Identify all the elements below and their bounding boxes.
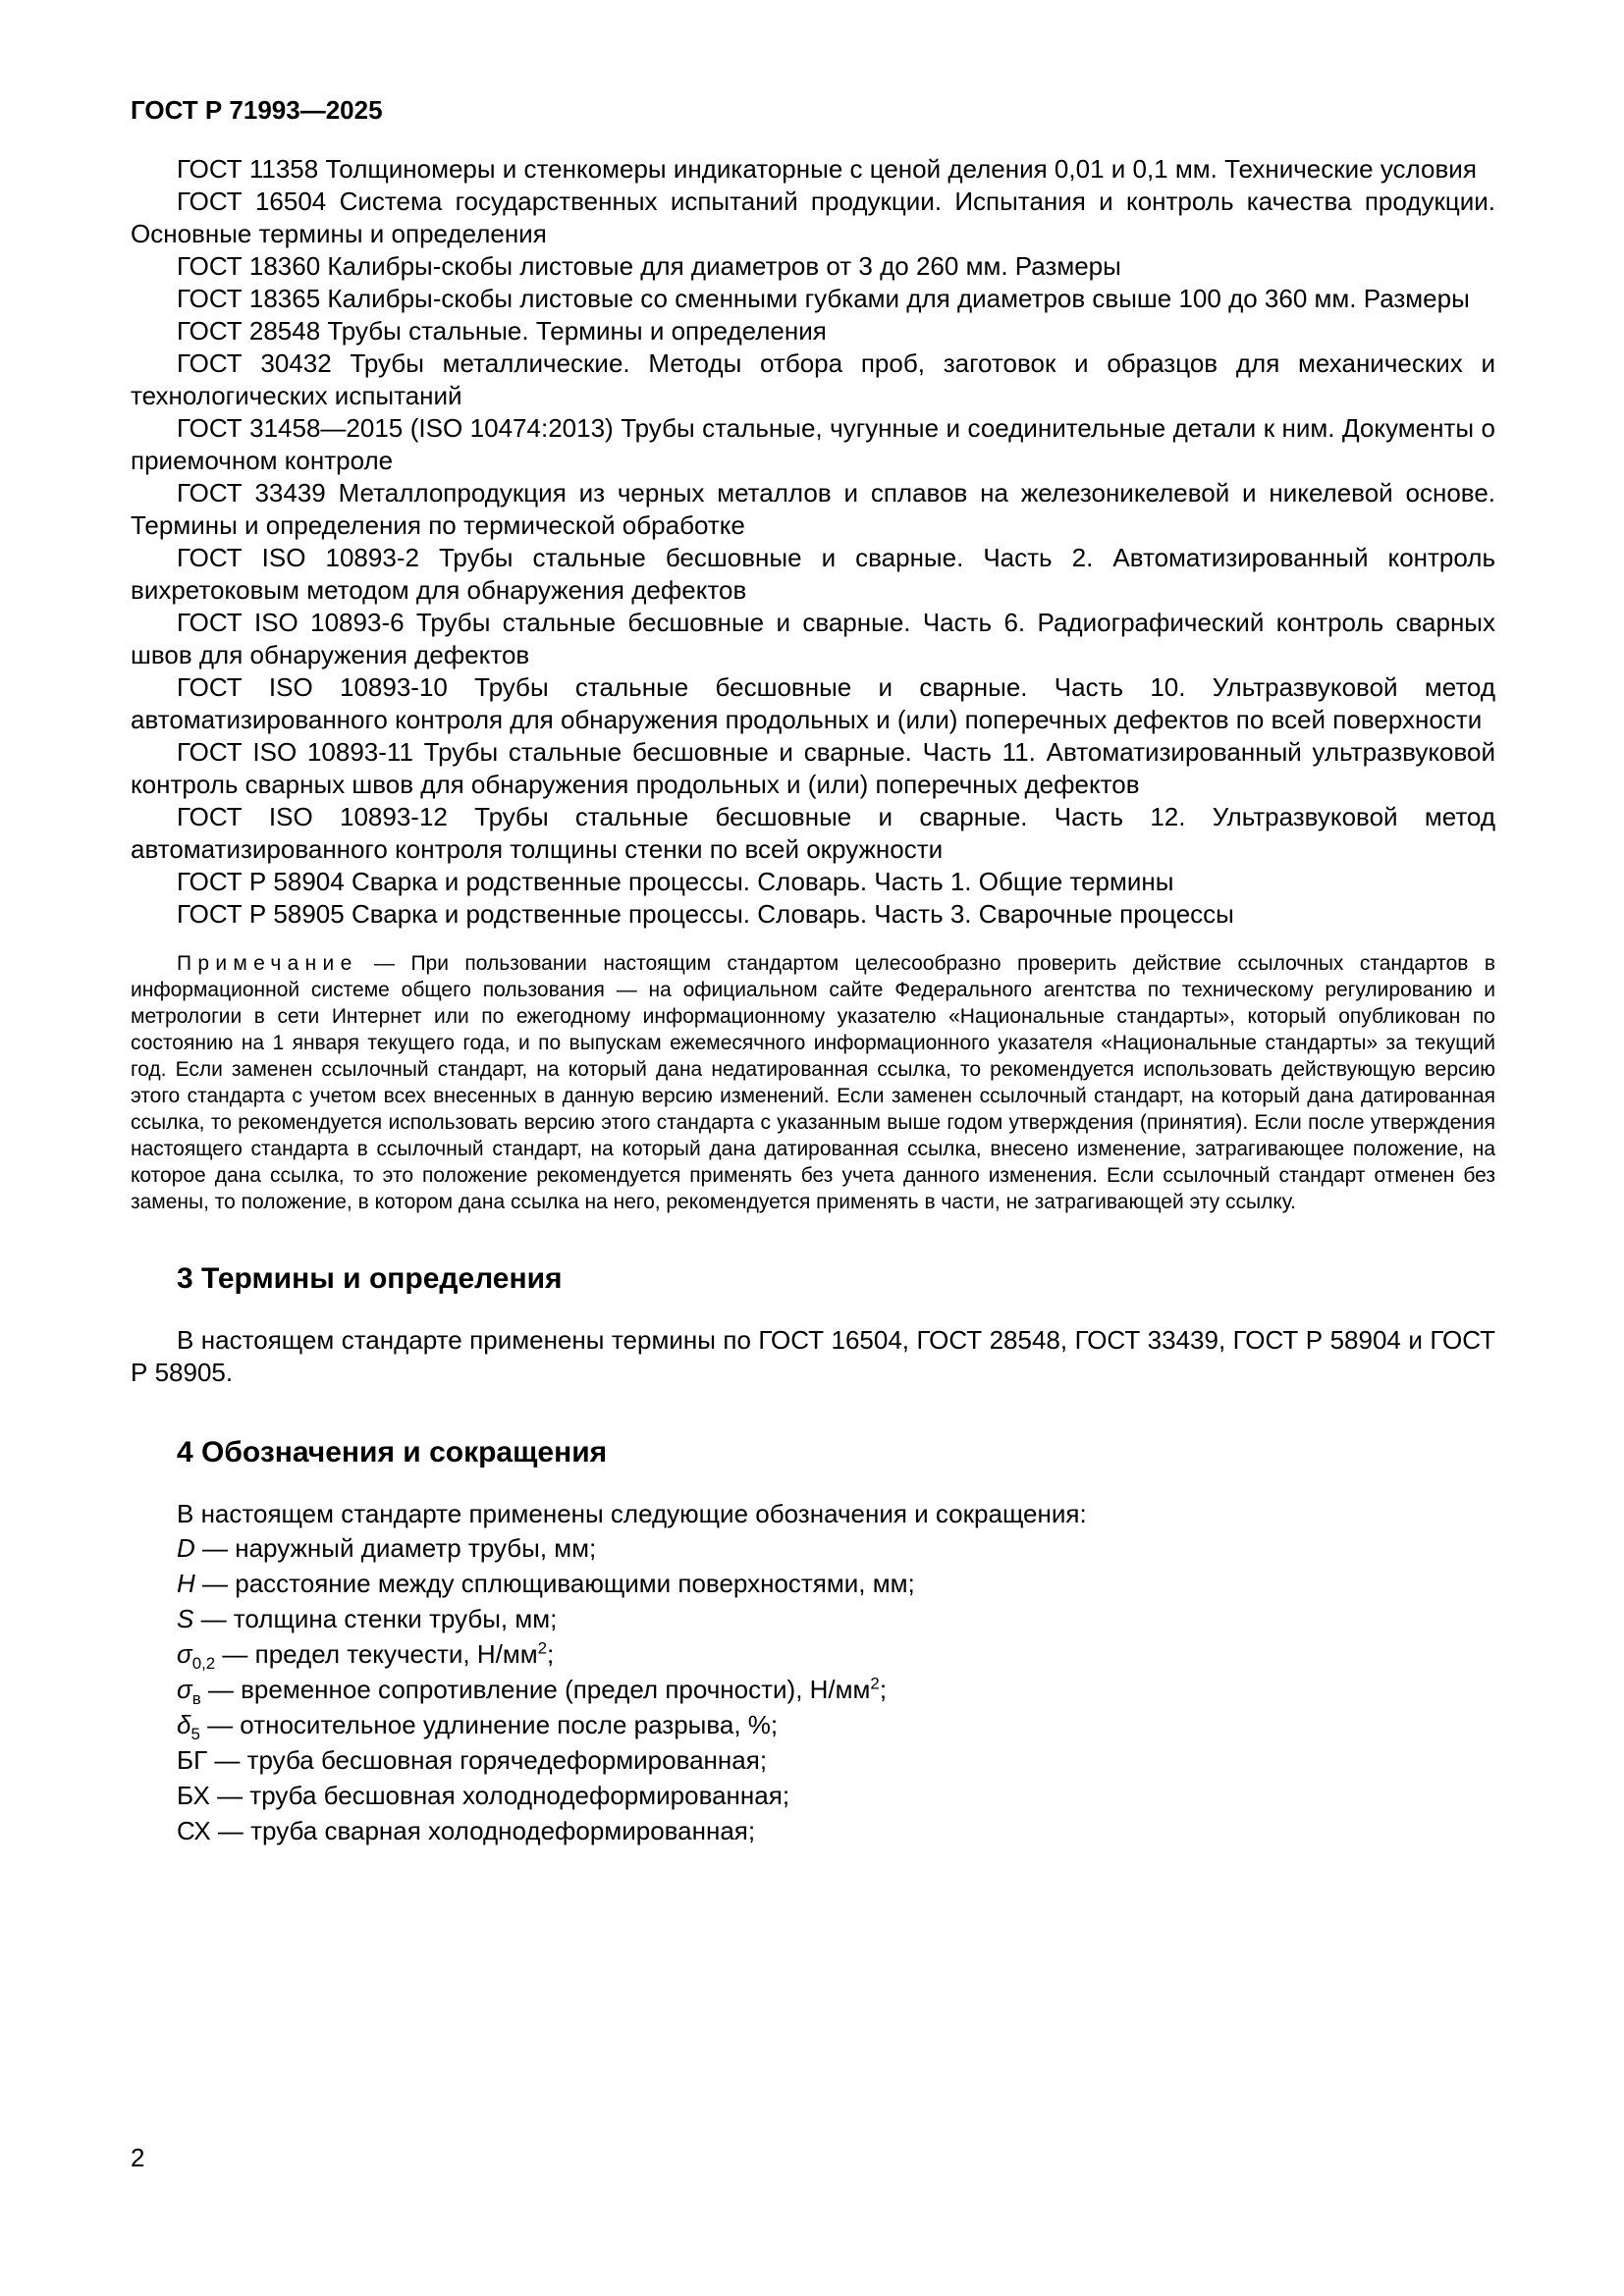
symbol-description-tail: ; xyxy=(547,1639,555,1669)
symbols-list xyxy=(131,1530,1495,1848)
document-designation: ГОСТ Р 71993—2025 xyxy=(131,95,383,125)
symbol-description: — относительное удлинение после разрыва, %; xyxy=(199,1710,779,1739)
symbol-description: — наружный диаметр трубы, мм; xyxy=(194,1533,597,1563)
symbol-description: — труба сварная холоднодеформированная; xyxy=(210,1816,756,1845)
symbol-description: — предел текучести, Н/мм xyxy=(215,1639,538,1669)
symbol-definition xyxy=(131,1778,1495,1813)
reference-item: ГОСТ 11358 Толщиномеры и стенкомеры индикаторные с ценой деления 0,01 и 0,1 мм. Технические условия xyxy=(177,154,1477,184)
symbol-definition xyxy=(131,1636,1495,1672)
references-list xyxy=(131,153,1495,931)
reference-item: ГОСТ 28548 Трубы стальные. Термины и определения xyxy=(177,316,827,346)
designations-intro: В настоящем стандарте применены следующие обозначения и сокращения: xyxy=(177,1499,1087,1528)
symbol-description: — труба бесшовная холоднодеформированная; xyxy=(209,1781,790,1810)
reference-item: ГОСТ ISO 10893-2 Трубы стальные бесшовные и сварные. Часть 2. Автоматизированный контроль вихретоковым методом для обнаружения дефектов xyxy=(131,543,1495,605)
symbol-definition xyxy=(131,1813,1495,1848)
symbol-description: — толщина стенки трубы, мм; xyxy=(193,1604,558,1633)
terms-paragraph: В настоящем стандарте применены термины по ГОСТ 16504, ГОСТ 28548, ГОСТ 33439, ГОСТ Р 58904 и ГОСТ Р 58905. xyxy=(131,1325,1495,1387)
symbol: D xyxy=(177,1533,195,1563)
symbol-definition xyxy=(131,1601,1495,1636)
page-number: 2 xyxy=(131,2143,145,2172)
symbol-subscript: 0,2 xyxy=(191,1654,216,1674)
symbol-description: — временное сопротивление (предел прочности), Н/мм xyxy=(200,1675,871,1704)
reference-item: ГОСТ ISO 10893-12 Трубы стальные бесшовные и сварные. Часть 12. Ультразвуковой метод автоматизированного контроля толщины стенки по всей окружности xyxy=(131,802,1495,864)
symbol: СХ xyxy=(177,1816,211,1845)
reference-item: ГОСТ 31458—2015 (ISO 10474:2013) Трубы стальные, чугунные и соединительные детали к ним. Документы о приемочном контроле xyxy=(131,413,1495,475)
unit-superscript: 2 xyxy=(870,1674,880,1693)
symbol-definition xyxy=(131,1742,1495,1778)
reference-item: ГОСТ 30432 Трубы металлические. Методы отбора проб, заготовок и образцов для механических и технологических испытаний xyxy=(131,348,1495,410)
note-label: Примечание xyxy=(177,952,358,975)
symbol: σ xyxy=(177,1639,192,1669)
unit-superscript: 2 xyxy=(537,1638,547,1658)
symbol-definition xyxy=(131,1707,1495,1742)
reference-item: ГОСТ 33439 Металлопродукция из черных металлов и сплавов на железоникелевой и никелевой основе. Термины и определения по термической обработке xyxy=(131,478,1495,540)
symbol-description-tail: ; xyxy=(879,1675,888,1704)
symbol: δ xyxy=(177,1710,191,1739)
symbol: БХ xyxy=(177,1781,210,1810)
symbol: БГ xyxy=(177,1745,208,1775)
symbol-definition xyxy=(131,1530,1495,1566)
symbol: σ xyxy=(177,1675,192,1704)
symbol: S xyxy=(177,1604,194,1633)
reference-item: ГОСТ 16504 Система государственных испытаний продукции. Испытания и контроль качества продукции. Основные термины и определения xyxy=(131,187,1495,248)
reference-item: ГОСТ Р 58904 Сварка и родственные процессы. Словарь. Часть 1. Общие термины xyxy=(177,867,1174,896)
reference-item: ГОСТ ISO 10893-10 Трубы стальные бесшовные и сварные. Часть 10. Ультразвуковой метод автоматизированного контроля для обнаружения продольных и (или) поперечных дефектов по всей поверхности xyxy=(131,672,1495,734)
section-heading-terms: 3 Термины и определения xyxy=(177,1262,563,1295)
symbol-subscript: в xyxy=(191,1689,201,1709)
symbol-description: — расстояние между сплющивающими поверхностями, мм; xyxy=(194,1569,915,1598)
reference-item: ГОСТ ISO 10893-11 Трубы стальные бесшовные и сварные. Часть 11. Автоматизированный ультразвуковой контроль сварных швов для обнаружения продольных и (или) поперечных дефектов xyxy=(131,737,1495,799)
reference-item: ГОСТ 18365 Калибры-скобы листовые со сменными губками для диаметров свыше 100 до 360 мм. Размеры xyxy=(177,284,1470,313)
symbol-definition xyxy=(131,1566,1495,1601)
reference-item: ГОСТ 18360 Калибры-скобы листовые для диаметров от 3 до 260 мм. Размеры xyxy=(177,251,1121,281)
section-heading-designations: 4 Обозначения и сокращения xyxy=(177,1436,608,1468)
reference-item: ГОСТ Р 58905 Сварка и родственные процессы. Словарь. Часть 3. Сварочные процессы xyxy=(177,899,1234,929)
note-text: — При пользовании настоящим стандартом целесообразно проверить действие ссылочных стандартов в информационной системе общего пользования — на официальном сайте Федерального агентства по техническому регулированию и метрологии в сети Интернет или по ежегодному информационному указателю «Национальные стандарты», который опубликован по состоянию на 1 января текущего года, и по выпускам ежемесячного информационного указателя «Национальные стандарты» за текущий год. Если заменен ссылочный стандарт, на который дана недатированная ссылка, то рекомендуется использовать действующую версию этого стандарта с учетом всех внесенных в данную версию изменений. Если заменен ссылочный стандарт, на который дана датированная ссылка, то рекомендуется использовать версию этого стандарта с указанным выше годом утверждения (принятия). Если после утверждения настоящего стандарта в ссылочный стандарт, на который дана датированная ссылка, внесено изменение, затрагивающее положение, на которое дана ссылка, то это положение рекомендуется применять без учета данного изменения. Если ссылочный стандарт отменен без замены, то положение, в котором дана ссылка на него, рекомендуется применять в части, не затрагивающей эту ссылку. xyxy=(131,952,1495,1213)
symbol-definition xyxy=(131,1672,1495,1707)
reference-item: ГОСТ ISO 10893-6 Трубы стальные бесшовные и сварные. Часть 6. Радиографический контроль сварных швов для обнаружения дефектов xyxy=(131,608,1495,669)
symbol-description: — труба бесшовная горячедеформированная; xyxy=(207,1745,768,1775)
symbol: H xyxy=(177,1569,195,1598)
symbol-subscript: 5 xyxy=(190,1725,200,1744)
references-note xyxy=(131,950,1495,1215)
